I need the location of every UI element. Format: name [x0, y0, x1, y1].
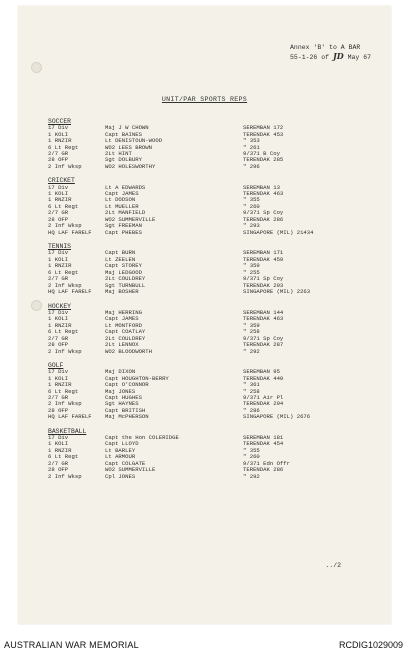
rep-name-cell: Maj HERRING [105, 309, 142, 316]
rep-row [48, 349, 378, 355]
contact-cell: " 286 [243, 407, 260, 414]
footer-mark: ../2 [325, 562, 341, 569]
contact-cell: TERENDAK 286 [243, 216, 284, 223]
section-title: GOLF [48, 361, 64, 369]
rep-name-cell: Lt ZEELEN [105, 256, 136, 263]
contact-cell: SINGAPORE (MIL) 2263 [243, 289, 311, 296]
rep-row [48, 164, 378, 170]
contact-cell: 9/371 Edn Offr [243, 460, 290, 467]
unit-cell: 2 Inf Wksp [48, 223, 82, 230]
contact-cell: TERENDAK 286 [243, 467, 284, 474]
unit-cell: 1 RNZIR [48, 263, 72, 270]
unit-cell: 17 Div [48, 184, 69, 191]
rep-name-cell: Maj BOSHER [105, 289, 139, 296]
contact-cell: 9/371 Sp Coy [243, 335, 284, 342]
unit-cell: 1 KOLI [48, 131, 69, 138]
contact-cell: " 355 [243, 197, 260, 204]
unit-cell: 2/7 GR [48, 394, 69, 401]
unit-cell: 1 RNZIR [48, 322, 72, 329]
rep-name-cell: Capt COLGATE [105, 460, 146, 467]
rep-name-cell: Lt ARMOUR [105, 454, 136, 461]
contact-cell: " 260 [243, 203, 260, 210]
rep-name-cell: Maj JONES [105, 388, 136, 395]
unit-cell: 17 Div [48, 369, 69, 376]
rep-row [48, 474, 378, 480]
rep-name-cell: Lt DODSON [105, 197, 136, 204]
contact-cell: " 353 [243, 138, 260, 145]
unit-cell: 2 Inf Wksp [48, 348, 82, 355]
rep-name-cell: Lt MONTFORD [105, 322, 142, 329]
page-title: UNIT/PAR SPORTS REPS [161, 96, 248, 103]
section-title: HOCKEY [48, 302, 72, 310]
rep-name-cell: Maj McPHERSON [105, 414, 149, 421]
contact-cell: TERENDAK 293 [243, 282, 284, 289]
rep-name-cell: Capt BURN [105, 250, 136, 257]
contact-cell: 9/371 Air Pl [243, 394, 284, 401]
rep-name-cell: Sgt FREEMAN [105, 223, 142, 230]
rep-name-cell: WO2 LEES BROWN [105, 144, 152, 151]
unit-cell: 17 Div [48, 250, 69, 257]
rep-name-cell: Lt BARLEY [105, 447, 136, 454]
rep-row [48, 414, 378, 420]
unit-cell: 6 Lt Regt [48, 269, 79, 276]
contact-cell: " 255 [243, 269, 260, 276]
rep-name-cell: Capt HOUGHTON-BERRY [105, 375, 169, 382]
reference-date: May 67 [347, 54, 371, 61]
contact-cell: SINGAPORE (MIL) 21434 [243, 229, 314, 236]
contact-cell: " 258 [243, 329, 260, 336]
rep-name-cell: Capt JAMES [105, 191, 139, 198]
rep-name-cell: Capt BRITISH [105, 407, 146, 414]
unit-cell: 6 Lt Regt [48, 329, 79, 336]
rep-row [48, 230, 378, 236]
rep-name-cell: Cpl JONES [105, 473, 136, 480]
sport-section [48, 118, 378, 170]
contact-cell: TERENDAK 440 [243, 375, 284, 382]
contact-cell: " 260 [243, 454, 260, 461]
contact-cell: SEREMBAN 13 [243, 184, 280, 191]
unit-cell: 28 OFP [48, 407, 69, 414]
rep-name-cell: 2Lt MANFIELD [105, 210, 146, 217]
rep-name-cell: Maj DIXON [105, 369, 136, 376]
sport-section [48, 177, 378, 236]
rep-name-cell: 2Lt LENNOX [105, 342, 139, 349]
unit-cell: 1 KOLI [48, 441, 69, 448]
rep-name-cell: Capt O'CONNOR [105, 382, 149, 389]
contact-cell: TERENDAK 459 [243, 256, 284, 263]
section-title: SOCCER [48, 118, 72, 125]
unit-cell: 17 Div [48, 125, 69, 132]
unit-cell: 1 KOLI [48, 375, 69, 382]
unit-cell: 17 Div [48, 309, 69, 316]
unit-cell: HQ LAF FARELF [48, 414, 92, 421]
punch-hole-icon [31, 300, 42, 311]
section-title: TENNIS [48, 243, 72, 251]
contact-cell: " 292 [243, 473, 260, 480]
unit-cell: HQ LAF FARELF [48, 289, 92, 296]
rep-name-cell: Lt MUELLER [105, 203, 139, 210]
contact-cell: SINGAPORE (MIL) 2676 [243, 414, 311, 421]
rep-name-cell: Sgt DOLBURY [105, 157, 142, 164]
rep-name-cell: Lt A EDWARDS [105, 184, 146, 191]
unit-cell: 1 RNZIR [48, 447, 72, 454]
sections-list [48, 118, 378, 487]
unit-cell: 2/7 GR [48, 460, 69, 467]
reference-block [290, 44, 371, 62]
unit-cell: 1 RNZIR [48, 138, 72, 145]
rep-name-cell: 2Lt HINT [105, 151, 132, 158]
unit-cell: 2/7 GR [48, 335, 69, 342]
unit-cell: 1 KOLI [48, 191, 69, 198]
reference-line-1: Annex 'B' to A BAR [290, 44, 361, 51]
contact-cell: TERENDAK 453 [243, 131, 284, 138]
rep-name-cell: WO2 HOLESWORTHY [105, 163, 156, 170]
contact-cell: TERENDAK 454 [243, 441, 284, 448]
unit-cell: 2/7 GR [48, 276, 69, 283]
rep-name-cell: WO2 BLOODWORTH [105, 348, 152, 355]
unit-cell: 28 OFP [48, 216, 69, 223]
unit-cell: 6 Lt Regt [48, 144, 79, 151]
contact-cell: " 292 [243, 348, 260, 355]
sport-section [48, 243, 378, 295]
contact-cell: TERENDAK 294 [243, 401, 284, 408]
rep-name-cell: Sgt HAYNES [105, 401, 139, 408]
rep-row [48, 289, 378, 295]
archive-id: RCDIG1029009 [338, 640, 403, 650]
contact-cell: TERENDAK 285 [243, 157, 284, 164]
rep-name-cell: WO2 SUMMERVILLE [105, 216, 156, 223]
rep-name-cell: Lt DENISTOUN-WOOD [105, 138, 163, 145]
archive-name: AUSTRALIAN WAR MEMORIAL [4, 640, 139, 650]
unit-cell: 1 KOLI [48, 316, 69, 323]
rep-name-cell: 2Lt COULDREY [105, 335, 146, 342]
section-title: BASKETBALL [48, 427, 87, 435]
contact-cell: " 296 [243, 163, 260, 170]
contact-cell: SEREMBAN 95 [243, 369, 280, 376]
rep-name-cell: Capt PHEBES [105, 229, 142, 236]
unit-cell: 28 OFP [48, 467, 69, 474]
contact-cell: " 261 [243, 144, 260, 151]
rep-name-cell: Maj LEDGOOD [105, 269, 142, 276]
unit-cell: 2 Inf Wksp [48, 282, 82, 289]
sport-section [48, 303, 378, 355]
unit-cell: 28 OFP [48, 342, 69, 349]
contact-cell: SEREMBAN 172 [243, 125, 284, 132]
rep-name-cell: Capt LLOYD [105, 441, 139, 448]
reference-line-2: 55-1-26 of [290, 54, 330, 61]
contact-cell: " 361 [243, 382, 260, 389]
unit-cell: 1 KOLI [48, 256, 69, 263]
unit-cell: 28 OFP [48, 157, 69, 164]
unit-cell: 1 RNZIR [48, 382, 72, 389]
sport-section [48, 428, 378, 480]
contact-cell: " 355 [243, 447, 260, 454]
contact-cell: 9/371 Sp Coy [243, 276, 284, 283]
rep-name-cell: WO2 SUMMERVILLE [105, 467, 156, 474]
contact-cell: 9/371 B Coy [243, 151, 280, 158]
unit-cell: 2/7 GR [48, 151, 69, 158]
rep-name-cell: Capt the Hon COLERIDGE [105, 434, 179, 441]
unit-cell: 17 Div [48, 434, 69, 441]
rep-name-cell: Capt STOREY [105, 263, 142, 270]
document-page [18, 6, 391, 624]
unit-cell: 2 Inf Wksp [48, 401, 82, 408]
contact-cell: " 293 [243, 223, 260, 230]
unit-cell: 2 Inf Wksp [48, 473, 82, 480]
rep-name-cell: Capt COATLAY [105, 329, 146, 336]
rep-name-cell: Capt JAMES [105, 316, 139, 323]
unit-cell: 1 RNZIR [48, 197, 72, 204]
reference-initials: JD [332, 51, 344, 61]
punch-hole-icon [31, 62, 42, 73]
contact-cell: TERENDAK 463 [243, 316, 284, 323]
rep-name-cell: Capt BAINES [105, 131, 142, 138]
rep-name-cell: Maj J W CHOWN [105, 125, 149, 132]
contact-cell: TERENDAK 287 [243, 342, 284, 349]
unit-cell: 6 Lt Regt [48, 388, 79, 395]
rep-name-cell: Sgt TURNBULL [105, 282, 146, 289]
contact-cell: 9/371 Sp Coy [243, 210, 284, 217]
section-title: CRICKET [48, 177, 75, 185]
contact-cell: SEREMBAN 181 [243, 434, 284, 441]
unit-cell: 6 Lt Regt [48, 454, 79, 461]
unit-cell: HQ LAF FARELF [48, 229, 92, 236]
contact-cell: SEREMBAN 144 [243, 309, 284, 316]
contact-cell: " 258 [243, 388, 260, 395]
archive-footer-bar [0, 638, 407, 654]
sport-section [48, 362, 378, 421]
contact-cell: SEREMBAN 171 [243, 250, 284, 257]
rep-name-cell: Capt HUGHES [105, 394, 142, 401]
unit-cell: 6 Lt Regt [48, 203, 79, 210]
contact-cell: TERENDAK 463 [243, 191, 284, 198]
rep-name-cell: 2Lt COULDREY [105, 276, 146, 283]
unit-cell: 2/7 GR [48, 210, 69, 217]
contact-cell: " 359 [243, 322, 260, 329]
contact-cell: " 359 [243, 263, 260, 270]
unit-cell: 2 Inf Wksp [48, 163, 82, 170]
